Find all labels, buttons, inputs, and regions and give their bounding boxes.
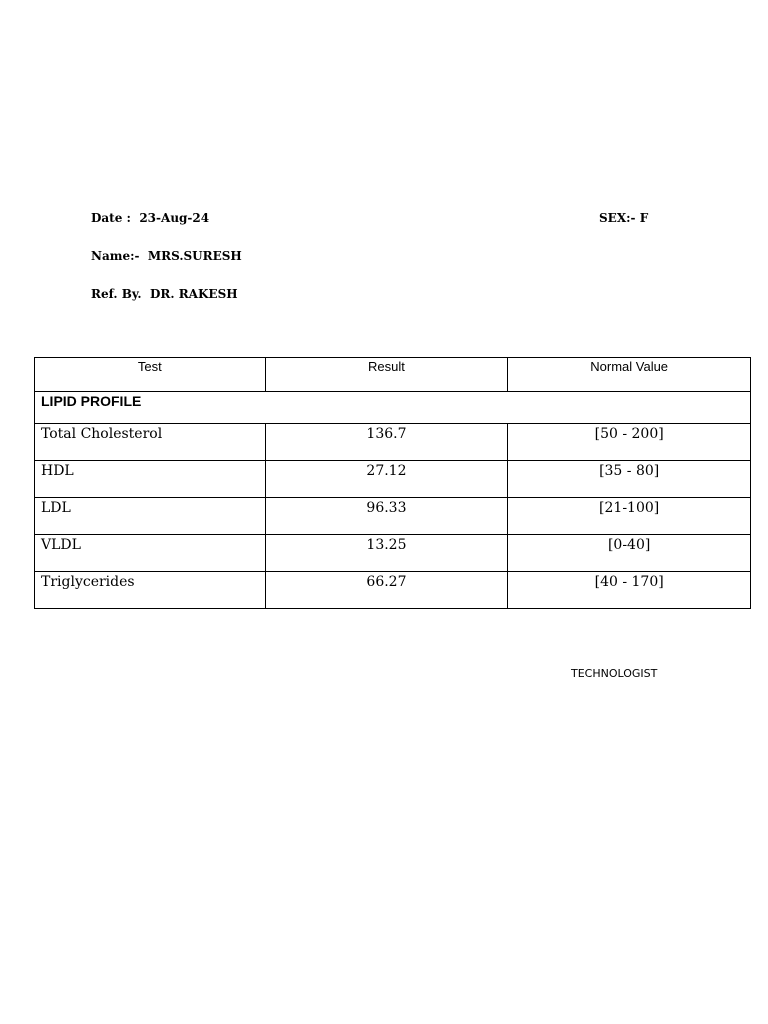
section-title: LIPID PROFILE — [35, 392, 751, 424]
referring-doctor: Ref. By. DR. RAKESH — [91, 287, 238, 301]
report-date: Date : 23-Aug-24 — [91, 211, 210, 225]
normal-range: [0-40] — [508, 535, 751, 572]
normal-range: [50 - 200] — [508, 424, 751, 461]
lipid-profile-table — [34, 357, 751, 609]
patient-name: Name:- MRS.SURESH — [91, 249, 242, 263]
table-row — [35, 498, 751, 535]
technologist-signature-label: TECHNOLOGIST — [571, 667, 658, 680]
test-name: LDL — [35, 498, 266, 535]
column-header-result: Result — [265, 358, 508, 392]
patient-sex: SEX:- F — [599, 211, 649, 225]
test-result: 66.27 — [265, 572, 508, 609]
test-name: Triglycerides — [35, 572, 266, 609]
test-result: 136.7 — [265, 424, 508, 461]
column-header-test: Test — [35, 358, 266, 392]
normal-range: [21-100] — [508, 498, 751, 535]
test-result: 27.12 — [265, 461, 508, 498]
normal-range: [35 - 80] — [508, 461, 751, 498]
section-row — [35, 392, 751, 424]
table-row — [35, 424, 751, 461]
table-row — [35, 461, 751, 498]
table-header-row — [35, 358, 751, 392]
test-name: Total Cholesterol — [35, 424, 266, 461]
test-result: 13.25 — [265, 535, 508, 572]
column-header-normal-value: Normal Value — [508, 358, 751, 392]
test-name: HDL — [35, 461, 266, 498]
table-row — [35, 535, 751, 572]
test-result: 96.33 — [265, 498, 508, 535]
test-name: VLDL — [35, 535, 266, 572]
normal-range: [40 - 170] — [508, 572, 751, 609]
table-row — [35, 572, 751, 609]
